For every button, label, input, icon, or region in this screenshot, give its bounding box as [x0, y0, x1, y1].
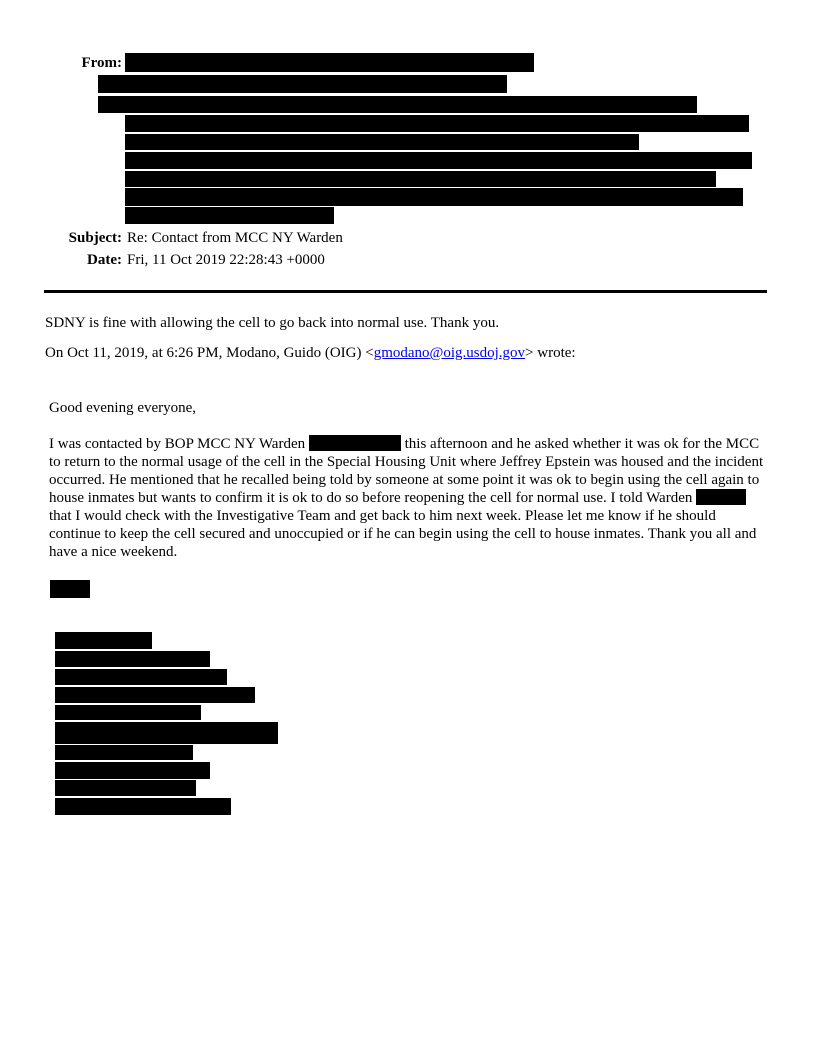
redaction-bar-header: [98, 75, 507, 93]
redaction-bar-signature: [55, 722, 278, 744]
redaction-inline-warden-name-2: [696, 489, 746, 505]
email-link[interactable]: gmodano@oig.usdoj.gov: [373, 345, 526, 361]
paragraph-segment-1: I was contacted by BOP MCC NY Warden: [49, 436, 309, 452]
redaction-bar-header: [125, 152, 752, 169]
redaction-bar-signature: [55, 687, 255, 703]
subject-label: Subject:: [68, 230, 122, 246]
paragraph-segment-3: that I would check with the Investigative Team and get back to him next week. Please let me know if he should continue to keep the cell secured and unoccupied or if he can begin using the cell to house inmates. Thank you all and have a nice weekend.: [49, 508, 757, 560]
from-label: From:: [81, 55, 122, 71]
redaction-bar-header: [98, 96, 697, 113]
quote-attribution: [45, 344, 768, 362]
redaction-bar-header: [125, 115, 749, 132]
redaction-bar-signature: [55, 762, 210, 779]
date-value: Fri, 11 Oct 2019 22:28:43 +0000: [127, 252, 325, 268]
date-row: [0, 251, 780, 269]
reply-text: SDNY is fine with allowing the cell to go back into normal use. Thank you.: [45, 315, 500, 331]
redaction-bar-header: [125, 134, 639, 150]
quoted-message: [49, 399, 767, 561]
redaction-bar-header: [125, 207, 334, 224]
date-label: Date:: [87, 252, 122, 268]
quoted-paragraph: [49, 435, 767, 561]
redaction-bar-signoff: [50, 580, 90, 598]
attribution-prefix: On Oct 11, 2019, at 6:26 PM, Modano, Guido (OIG) <: [45, 345, 374, 361]
quoted-greeting: Good evening everyone,: [49, 400, 197, 416]
redaction-bar-signature: [55, 745, 193, 760]
subject-value: Re: Contact from MCC NY Warden: [127, 230, 343, 246]
redaction-bar-signature: [55, 780, 196, 796]
redaction-bar-header: [125, 53, 534, 72]
redaction-bar-signature: [55, 669, 227, 685]
header-separator-rule: [44, 290, 767, 293]
redaction-bar-signature: [55, 705, 201, 720]
redaction-bar-signature: [55, 632, 152, 649]
subject-row: [0, 229, 780, 247]
redaction-bar-header: [125, 171, 716, 187]
paragraph-segment-2: this afternoon and he asked whether it was ok for the MCC to return to the normal usage of the cell in the Special Housing Unit where Jeffrey Epstein was housed and the incident occurred. He mentioned that he recalled being told by someone at some point it was ok to begin using the cell again to house inmates but wants to confirm it is ok to do so before reopening the cell for normal use. I told Warden: [49, 436, 764, 506]
redaction-bar-header: [125, 188, 743, 206]
redaction-bar-signature: [55, 651, 210, 667]
redaction-inline-warden-name: [309, 435, 401, 451]
redaction-bar-signature: [55, 798, 231, 815]
attribution-suffix: > wrote:: [525, 345, 576, 361]
